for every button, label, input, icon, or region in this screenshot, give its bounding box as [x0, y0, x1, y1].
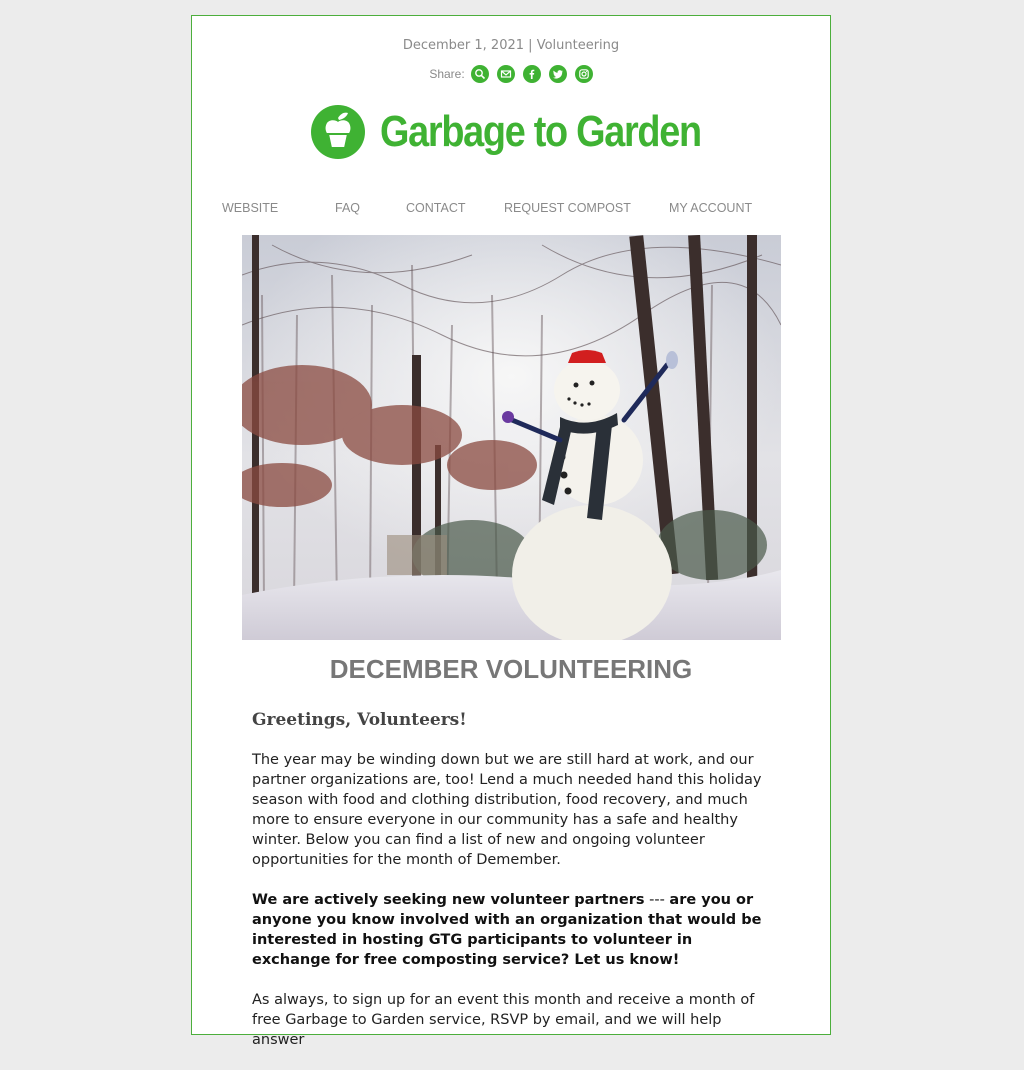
brand-logo[interactable] — [310, 104, 753, 160]
article-body — [252, 710, 772, 1070]
nav-contact[interactable]: CONTACT — [406, 201, 466, 215]
meta-separator: | — [528, 38, 533, 53]
brand-name: Garbage to Garden — [380, 107, 701, 156]
signup-paragraph: As always, to sign up for an event this month and receive a month of free Garbage to Garden service, RSVP by email, and we will help answer — [252, 992, 755, 1048]
nav-website[interactable]: WEBSITE — [222, 201, 279, 215]
facebook-icon[interactable] — [523, 65, 541, 83]
post-meta — [192, 38, 830, 53]
search-share-icon[interactable] — [471, 65, 489, 83]
post-category: Volunteering — [536, 38, 620, 53]
post-date: December 1, 2021 — [402, 38, 525, 53]
greeting-heading: Greetings, Volunteers! — [252, 710, 467, 730]
apple-pot-icon — [310, 104, 366, 160]
intro-paragraph: The year may be winding down but we are still hard at work, and our partner organizations are, too! Lend a much needed hand this holiday season with food and clothing distribution, food recovery, and much more to ensure everyone in our community has a safe and healthy winter. Below you can find a list of new and ongoing volunteer opportunities for the month of Demember. — [252, 752, 762, 868]
email-icon[interactable] — [497, 65, 515, 83]
instagram-icon[interactable] — [575, 65, 593, 83]
partners-rest: are you or anyone you know involved with an organization that would be interested in hosting GTG participants to volunteer in exchange for free composting service? Let us know! — [252, 892, 762, 968]
article-title: DECEMBER VOLUNTEERING — [329, 654, 693, 684]
partners-dashes: --- — [644, 892, 670, 908]
partners-paragraph — [252, 890, 772, 970]
nav-request-compost[interactable]: REQUEST COMPOST — [504, 201, 631, 215]
twitter-icon[interactable] — [549, 65, 567, 83]
share-label: Share: — [429, 67, 465, 81]
share-bar — [192, 65, 830, 83]
hero-snowman-image — [242, 235, 781, 640]
nav-faq[interactable]: FAQ — [335, 201, 361, 215]
nav-my-account[interactable]: MY ACCOUNT — [669, 201, 753, 215]
newsletter-card — [191, 15, 831, 1048]
partners-lead: We are actively seeking new volunteer partners — [252, 892, 645, 908]
